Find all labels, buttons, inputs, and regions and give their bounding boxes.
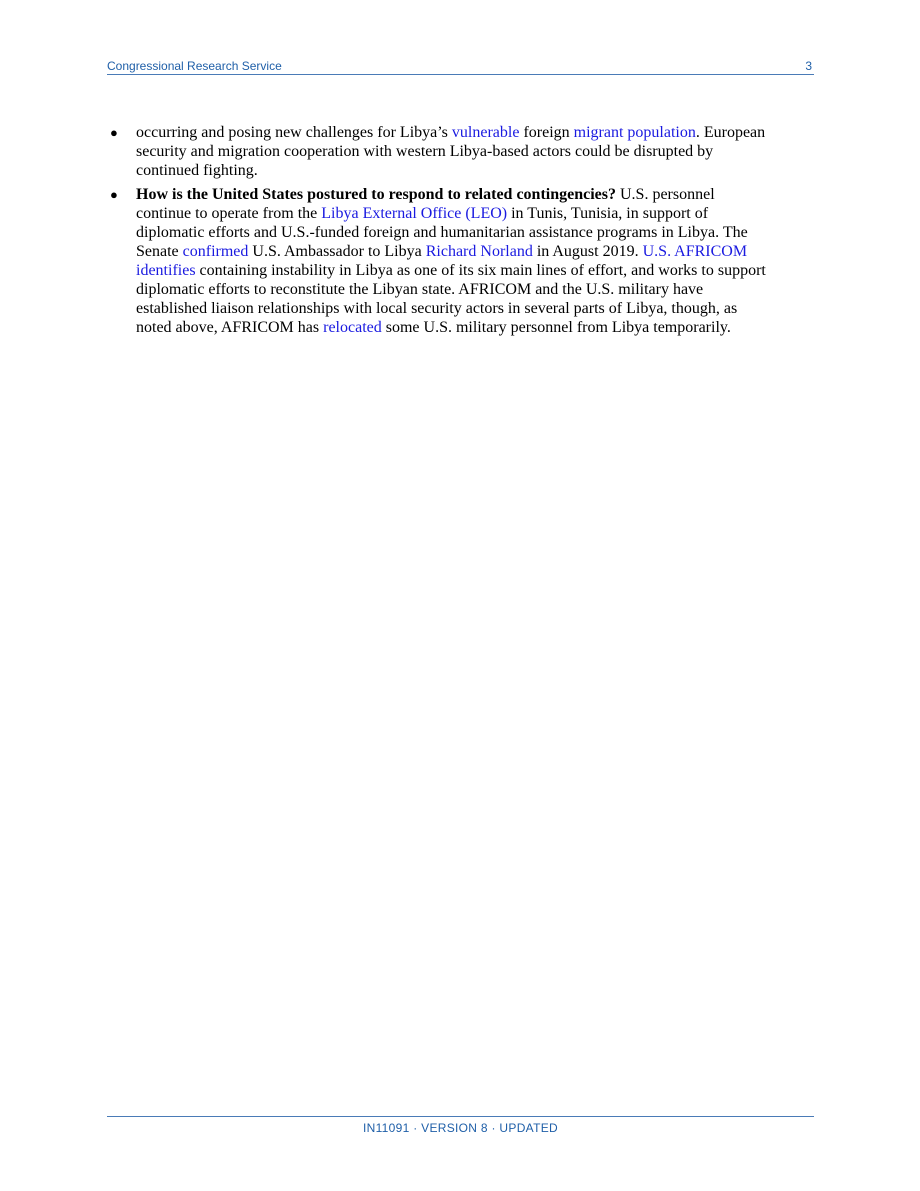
header-org-name: Congressional Research Service xyxy=(107,59,282,73)
link-richard-norland[interactable]: Richard Norland xyxy=(425,243,533,260)
text-run: some U.S. military personnel from Libya temporarily. xyxy=(381,319,731,336)
link-migrant-population[interactable]: migrant population xyxy=(573,124,696,141)
text-run: occurring and posing new challenges for Libya’s xyxy=(136,124,452,141)
document-body xyxy=(107,123,767,342)
text-run: foreign xyxy=(519,124,574,141)
footer-doc-id: IN11091 · VERSION 8 · UPDATED xyxy=(363,1121,558,1135)
bullet-icon: ● xyxy=(110,187,118,202)
link-confirmed[interactable]: confirmed xyxy=(182,243,249,260)
link-vulnerable[interactable]: vulnerable xyxy=(451,124,520,141)
text-run: U.S. Ambassador to Libya xyxy=(248,243,426,260)
text-run: in Tunis, Tunisia, in support of diplomatic efforts and U.S.-funded foreign and humanitarian assistance programs in Libya. The Senate xyxy=(136,205,748,260)
bullet-item-us-posture xyxy=(107,185,767,337)
bullet-text xyxy=(136,186,766,336)
page-footer xyxy=(107,1116,814,1135)
link-africom-identifies[interactable]: U.S. AFRICOM identifies xyxy=(136,243,748,279)
bullet-icon: ● xyxy=(110,125,118,140)
link-libya-external-office[interactable]: Libya External Office (LEO) xyxy=(321,205,508,222)
text-run: U.S. personnel continue to operate from the xyxy=(136,186,715,222)
bullet-question: How is the United States postured to respond to related contingencies? xyxy=(136,186,616,203)
page-header xyxy=(107,58,814,75)
bullet-item-migrants xyxy=(107,123,767,180)
text-run: in August 2019. xyxy=(532,243,643,260)
bullet-text xyxy=(136,124,765,179)
link-relocated[interactable]: relocated xyxy=(323,319,382,336)
text-run: containing instability in Libya as one of its six main lines of effort, and works to support diplomatic efforts to reconstitute the Libyan state. AFRICOM and the U.S. military have established liaison relationships with local security actors in several parts of Libya, though, as noted above, AFRICOM has xyxy=(136,262,766,336)
text-run: . European security and migration cooperation with western Libya-based actors could be disrupted by continued fighting. xyxy=(136,124,766,179)
header-page-number: 3 xyxy=(805,59,812,73)
